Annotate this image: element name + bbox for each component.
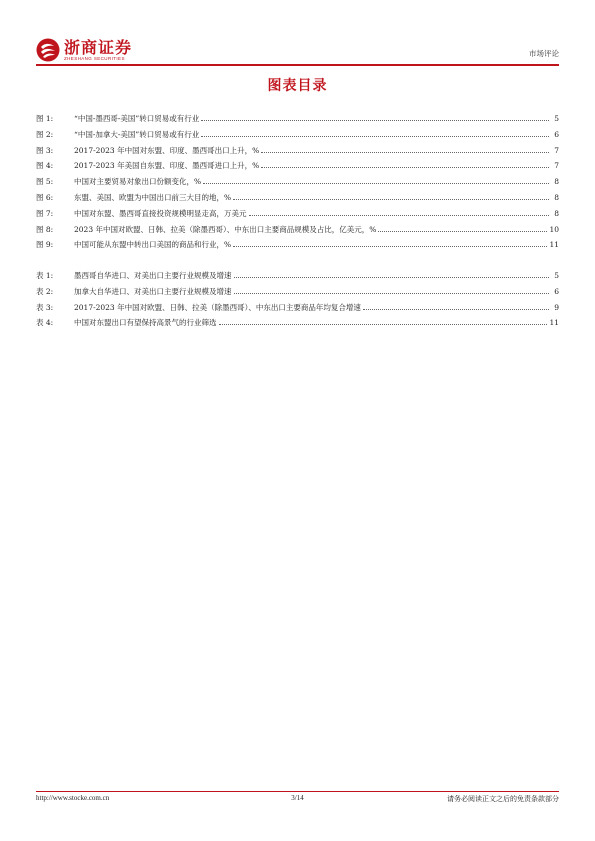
toc-entry-page: 6	[554, 129, 559, 139]
toc-entry-table-3[interactable]	[36, 302, 559, 318]
toc-entry-label: 图 4:	[36, 161, 54, 171]
dot-leader	[219, 323, 548, 325]
toc-entry-page: 10	[549, 224, 559, 234]
toc-entry-label: 表 2:	[36, 286, 54, 296]
toc-entry-figure-3[interactable]	[36, 145, 559, 161]
toc-entry-title: 加拿大自华进口、对美出口主要行业规模及增速	[74, 286, 232, 296]
toc-entry-title: 中国可能从东盟中转出口美国的商品和行业，%	[74, 240, 232, 250]
logo-emblem-icon	[36, 38, 60, 62]
toc-entry-title: 2023 年中国对欧盟、日韩、拉美（除墨西哥）、中东出口主要商品规模及占比，亿美元，%	[74, 224, 377, 234]
dot-leader	[378, 230, 547, 232]
toc-entry-page: 5	[554, 114, 559, 123]
logo-name-en: ZHESHANG SECURITIES	[64, 55, 125, 61]
page-header	[36, 36, 559, 64]
dot-leader	[363, 308, 549, 310]
toc-entry-figure-8[interactable]	[36, 224, 559, 240]
toc-entry-label: 表 4:	[36, 318, 54, 328]
toc-entry-page: 8	[554, 192, 559, 202]
toc-entry-title: 2017-2023 年中国对欧盟、日韩、拉美（除墨西哥）、中东出口主要商品年均复合增速	[74, 302, 361, 312]
toc-entry-label: 图 9:	[36, 240, 54, 250]
toc-entry-figure-4[interactable]	[36, 160, 559, 176]
toc-entry-title: 中国对东盟出口有望保持高景气的行业筛选	[74, 318, 217, 328]
toc-entry-label: 图 7:	[36, 208, 54, 218]
toc-entry-figure-7[interactable]	[36, 208, 559, 224]
document-type: 市场评论	[529, 49, 559, 58]
toc-entry-title: “中国-加拿大-美国”转口贸易或有行业	[74, 129, 200, 139]
toc-entry-page: 8	[554, 208, 559, 218]
toc-entry-figure-9[interactable]	[36, 239, 559, 255]
toc-entry-label: 图 3:	[36, 145, 54, 155]
toc-entry-table-2[interactable]	[36, 286, 559, 302]
page-title: 图表目录	[267, 78, 328, 94]
toc-entry-title: 东盟、美国、欧盟为中国出口前三大目的地，%	[74, 192, 232, 202]
toc-entry-title: 中国对主要贸易对象出口份额变化，%	[74, 177, 202, 187]
toc-entry-page: 7	[554, 145, 559, 155]
toc-entry-table-4[interactable]	[36, 317, 559, 333]
toc-entry-title: 中国对东盟、墨西哥直接投资规模明显走高，万美元	[74, 208, 247, 218]
dot-leader	[261, 166, 549, 168]
toc-entry-title: “中国-墨西哥-美国”转口贸易或有行业	[74, 114, 200, 123]
table-list	[36, 270, 559, 333]
website-link[interactable]: http://www.stocke.com.cn	[36, 794, 110, 802]
toc-entry-label: 图 1:	[36, 114, 54, 123]
dot-leader	[201, 119, 549, 121]
toc-entry-page: 11	[549, 318, 559, 328]
dot-leader	[234, 292, 550, 294]
toc-entry-page: 8	[554, 177, 559, 187]
footer-divider	[36, 791, 559, 792]
company-logo	[36, 36, 132, 64]
dot-leader	[201, 135, 549, 137]
dot-leader	[233, 245, 547, 247]
dot-leader	[261, 151, 549, 153]
logo-name-cn: 浙商证券	[64, 37, 133, 57]
toc-entry-label: 表 1:	[36, 271, 54, 280]
toc-entry-page: 5	[554, 271, 559, 280]
toc-entry-label: 图 5:	[36, 177, 54, 187]
toc-entry-page: 7	[554, 161, 559, 171]
toc-entry-page: 11	[549, 240, 559, 250]
dot-leader	[249, 214, 550, 216]
toc-entry-figure-6[interactable]	[36, 192, 559, 208]
toc-entry-label: 图 2:	[36, 129, 54, 139]
toc-entry-figure-5[interactable]	[36, 176, 559, 192]
toc-entry-table-1[interactable]	[36, 270, 559, 286]
page-number: 3/14	[291, 794, 304, 802]
page-footer	[36, 794, 559, 806]
figure-list	[36, 113, 559, 255]
toc-entry-title: 2017-2023 年美国自东盟、印度、墨西哥进口上升，%	[74, 161, 260, 171]
toc-entry-label: 图 6:	[36, 192, 54, 202]
toc-entry-figure-2[interactable]	[36, 129, 559, 145]
dot-leader	[203, 182, 549, 184]
disclaimer-note: 请务必阅读正文之后的免责条款部分	[447, 795, 559, 803]
toc-entry-page: 6	[554, 286, 559, 296]
toc-entry-figure-1[interactable]	[36, 113, 559, 129]
toc-entry-page: 9	[554, 302, 559, 312]
header-divider	[36, 64, 559, 66]
toc-entry-label: 图 8:	[36, 224, 54, 234]
toc-entry-label: 表 3:	[36, 302, 54, 312]
toc-entry-title: 2017-2023 年中国对东盟、印度、墨西哥出口上升，%	[74, 145, 260, 155]
toc-entry-title: 墨西哥自华进口、对美出口主要行业规模及增速	[74, 271, 232, 280]
dot-leader	[234, 276, 550, 278]
dot-leader	[233, 198, 549, 200]
